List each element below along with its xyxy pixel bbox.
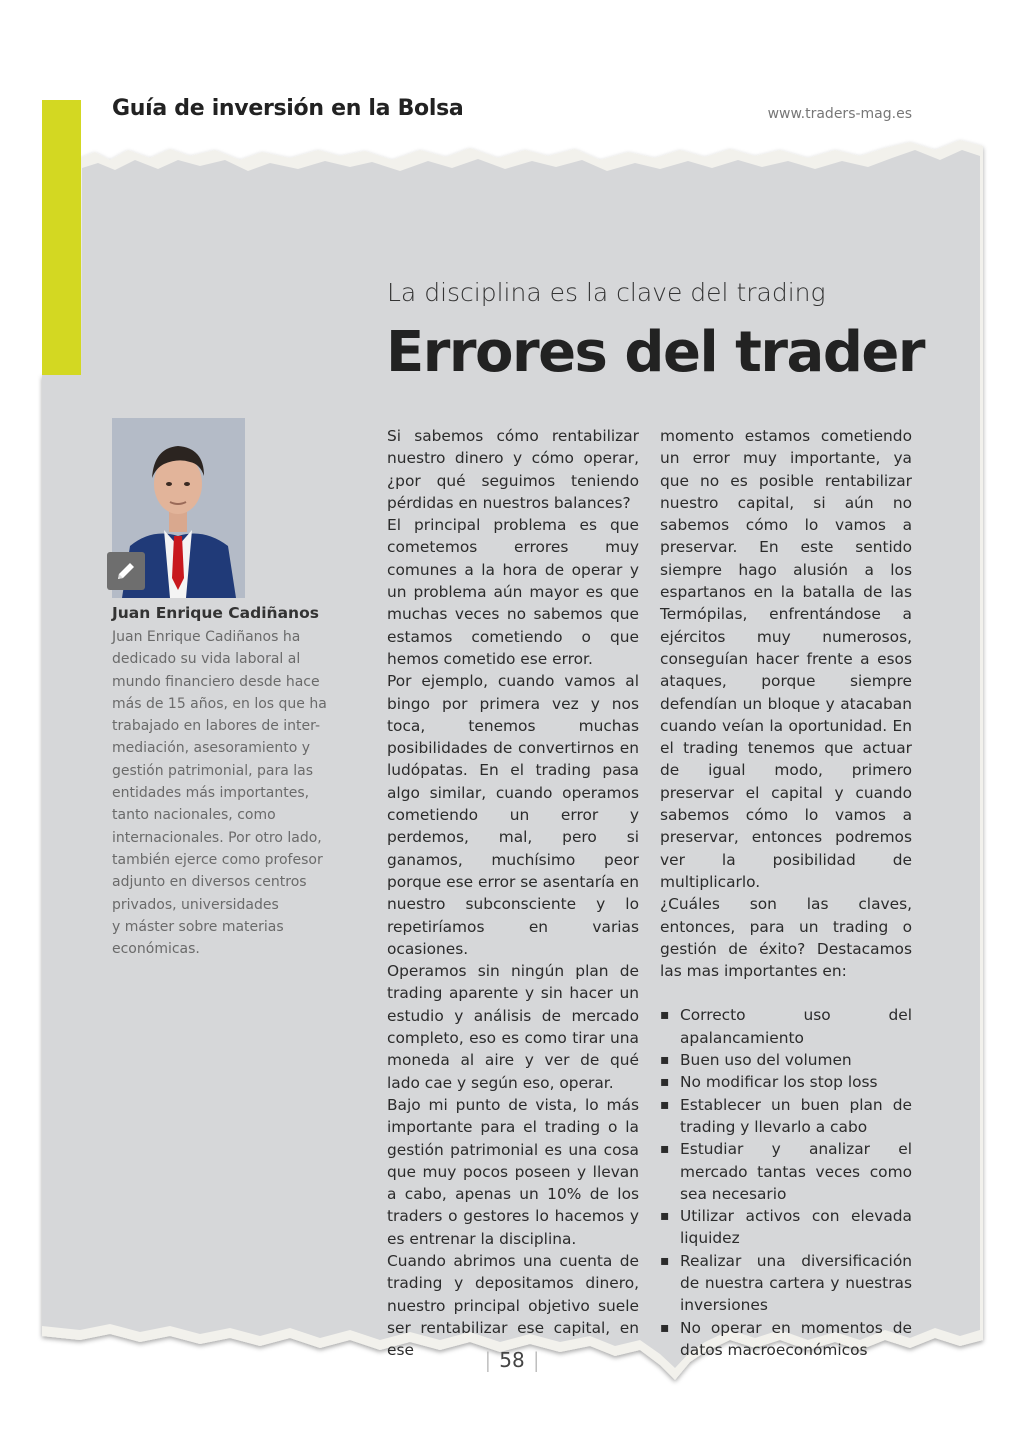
article-column-2 <box>660 425 912 1361</box>
list-item: ▪ Utilizar activos con elevada liquidez <box>660 1205 912 1250</box>
paragraph: Por ejemplo, cuando vamos al bingo por primera vez y nos toca, tenemos muchas posibilidades de convertirnos en ludópatas. En el trading pasa algo similar, cuando operamos cometiendo un error y perdemos, mal, pero si ganamos, muchísimo peor porque ese error se asentaría en nuestro subconsciente y lo repetiríamos en varias ocasiones. <box>387 672 639 958</box>
list-item: ▪ Establecer un buen plan de trading y llevarlo a cabo <box>660 1094 912 1139</box>
author-bio-line: internacionales. Por otro lado, <box>112 829 322 846</box>
paragraph: Si sabemos cómo rentabilizar nuestro dinero y cómo operar, ¿por qué seguimos teniendo pérdidas en nuestros balances? <box>387 427 639 512</box>
list-item: ▪ Buen uso del volumen <box>660 1049 912 1071</box>
author-bio-line: mundo financiero desde hace <box>112 673 320 690</box>
page-number-divider-right: | <box>532 1348 540 1372</box>
key-points-list <box>660 1004 912 1361</box>
paragraph: momento estamos cometiendo un error muy importante, ya que no es posible rentabilizar nuestro capital, si aún no sabemos cómo lo vamos a preservar. En este sentido siempre hago alusión a los espartanos en la batalla de las Termópilas, enfrentándose a ejércitos muy numerosos, conseguían hacer frente a esos ataques, porque siempre defendían un bloque y atacaban cuando veían la oportunidad. En el trading tenemos que actuar de igual modo, primero preservar el capital y cuando sabemos cómo lo vamos a preservar, entonces podremos ver la posibilidad de multiplicarlo. <box>660 427 912 891</box>
author-bio-line: Juan Enrique Cadiñanos ha <box>112 629 301 645</box>
list-item: ▪ No modificar los stop loss <box>660 1071 912 1093</box>
paragraph: Cuando abrimos una cuenta de trading y depositamos dinero, nuestro principal objetivo suele ser rentabilizar ese capital, en ese <box>387 1251 639 1360</box>
author-bio <box>112 626 327 960</box>
list-item: ▪ Correcto uso del apalancamiento <box>660 1004 912 1049</box>
author-bio-line: entidades más importantes, <box>112 785 310 802</box>
author-bio-line: adjunto en diversos centros <box>112 874 307 891</box>
author-bio-line: tanto nacionales, como <box>112 807 276 824</box>
pencil-icon <box>107 552 145 590</box>
author-bio-line: dedicado su vida laboral al <box>112 651 301 668</box>
site-url[interactable]: www.traders-mag.es <box>767 106 912 122</box>
author-bio-line: más de 15 años, en los que ha <box>112 695 327 712</box>
page-number <box>0 1348 1024 1372</box>
author-bio-line: gestión patrimonial, para las <box>112 762 314 779</box>
article-subtitle: La disciplina es la clave del trading <box>387 278 826 307</box>
accent-bar <box>42 100 81 375</box>
page-number-divider-left: | <box>484 1348 492 1372</box>
list-item: ▪ Realizar una diversificación de nuestra cartera y nuestras inversiones <box>660 1250 912 1317</box>
page-number-value: 58 <box>499 1348 525 1372</box>
author-bio-line: privados, universidades <box>112 896 279 913</box>
author-bio-line: económicas. <box>112 941 200 958</box>
list-item: ▪ No operar en momentos de datos macroeconómicos <box>660 1317 912 1362</box>
author-bio-line: y máster sobre materias <box>112 918 284 935</box>
paragraph: ¿Cuáles son las claves, entonces, para un trading o gestión de éxito? Destacamos las mas importantes en: <box>660 895 912 981</box>
paragraph: Operamos sin ningún plan de trading aparente y sin hacer un estudio y análisis de mercado completo, eso es como tirar una moneda al aire y ver de qué lado cae y según eso, operar. <box>387 962 639 1092</box>
author-bio-line: trabajado en labores de inter- <box>112 718 321 735</box>
paragraph: Bajo mi punto de vista, lo más importante para el trading o la gestión patrimonial es una cosa que muy pocos poseen y llevan a cabo, apenas un 10% de los traders o gestores lo hacemos y es entrenar la disciplina. <box>387 1095 639 1248</box>
list-item: ▪ Estudiar y analizar el mercado tantas veces como sea necesario <box>660 1138 912 1205</box>
guide-title: Guía de inversión en la Bolsa <box>112 96 464 121</box>
author-bio-line: también ejerce como profesor <box>112 851 323 868</box>
author-name: Juan Enrique Cadiñanos <box>112 604 319 622</box>
article-headline: Errores del trader <box>386 320 925 385</box>
author-bio-line: mediación, asesoramiento y <box>112 740 311 757</box>
paragraph: El principal problema es que cometemos errores muy comunes a la hora de operar y un problema aún mayor es que muchas veces no sabemos que estamos cometiendo o que hemos cometido ese error. <box>387 516 639 668</box>
article-column-1 <box>387 425 639 1361</box>
